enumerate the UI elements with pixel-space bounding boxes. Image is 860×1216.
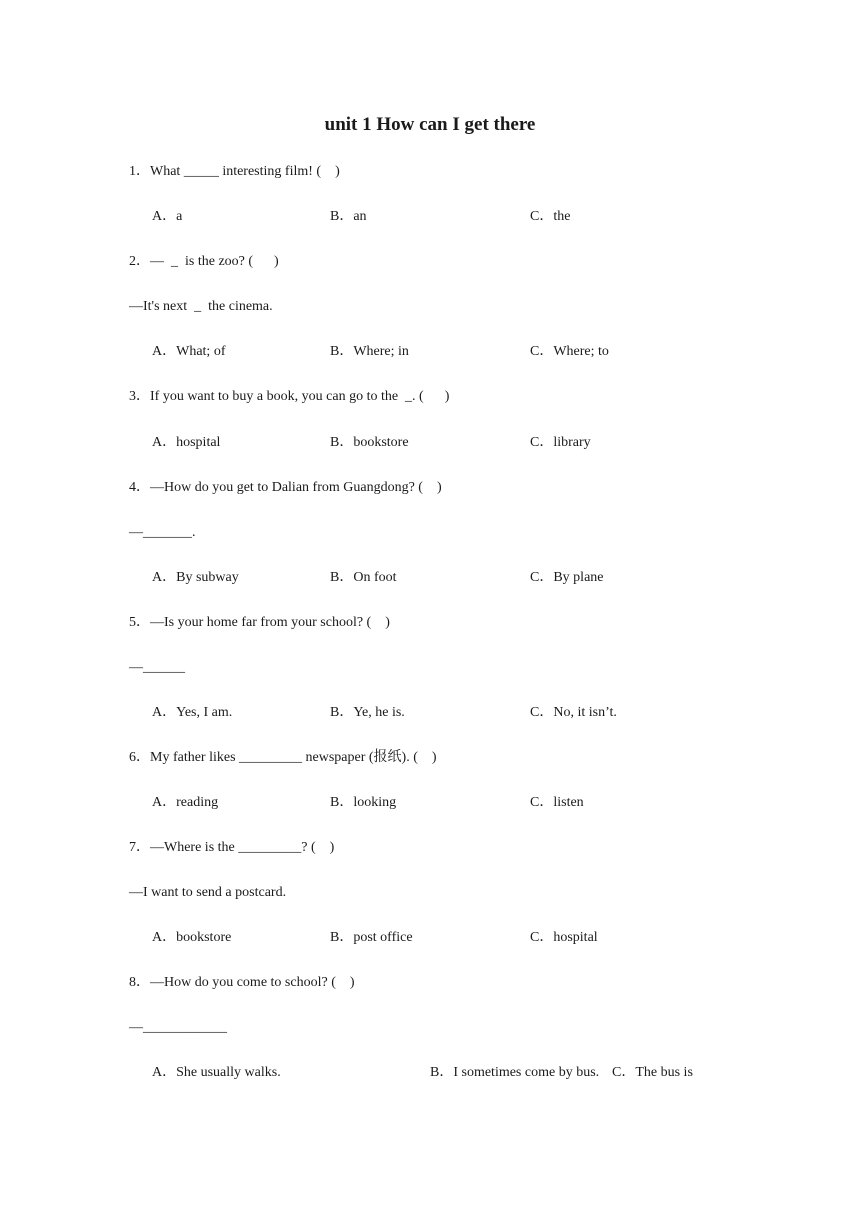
question-7-option-b: B．post office	[330, 930, 413, 945]
question-5-option-a: A．Yes, I am.	[152, 705, 233, 720]
question-4-option-b: B．On foot	[330, 570, 397, 585]
page-title: unit 1 How can I get there	[324, 114, 536, 135]
question-1-option-b: B．an	[330, 209, 367, 224]
question-8-option-b: B．I sometimes come by bus.	[430, 1065, 600, 1080]
question-8-option-a: A．She usually walks.	[152, 1065, 281, 1080]
question-3-option-b: B．bookstore	[330, 435, 409, 450]
question-5-option-c: C．No, it isn’t.	[530, 705, 617, 720]
question-1-option-a: A．a	[152, 209, 183, 224]
question-4-option-a: A．By subway	[152, 570, 239, 585]
question-3-stem: 3．If you want to buy a book, you can go to the _. ( )	[129, 389, 450, 404]
question-3-option-c: C．library	[530, 435, 591, 450]
question-7-stem: 7．—Where is the _________? ( )	[129, 840, 335, 855]
question-7-option-a: A．bookstore	[152, 930, 232, 945]
question-6-stem: 6．My father likes _________ newspaper (报纸). ( )	[129, 750, 437, 765]
question-3-option-a: A．hospital	[152, 435, 221, 450]
question-4-option-c: C．By plane	[530, 570, 604, 585]
question-1-option-c: C．the	[530, 209, 571, 224]
question-6-option-a: A．reading	[152, 795, 219, 810]
question-8-reply: —____________	[129, 1020, 227, 1035]
question-4-stem: 4．—How do you get to Dalian from Guangdong? ( )	[129, 480, 442, 495]
question-1-stem: 1．What _____ interesting film! ( )	[129, 164, 340, 179]
question-8-option-c: C．The bus is	[612, 1065, 693, 1080]
question-7-option-c: C．hospital	[530, 930, 598, 945]
question-2-option-a: A．What; of	[152, 344, 226, 359]
question-4-reply: —_______.	[129, 525, 196, 540]
question-2-reply: —It's next _ the cinema.	[129, 299, 273, 314]
question-6-option-b: B．looking	[330, 795, 397, 810]
question-2-option-c: C．Where; to	[530, 344, 609, 359]
question-5-option-b: B．Ye, he is.	[330, 705, 405, 720]
question-2-option-b: B．Where; in	[330, 344, 409, 359]
question-5-reply: —______	[129, 660, 185, 675]
question-8-stem: 8．—How do you come to school? ( )	[129, 975, 355, 990]
question-7-reply: —I want to send a postcard.	[129, 885, 287, 900]
question-5-stem: 5．—Is your home far from your school? ( )	[129, 615, 390, 630]
question-6-option-c: C．listen	[530, 795, 584, 810]
question-2-stem: 2．— _ is the zoo? ( )	[129, 254, 279, 269]
